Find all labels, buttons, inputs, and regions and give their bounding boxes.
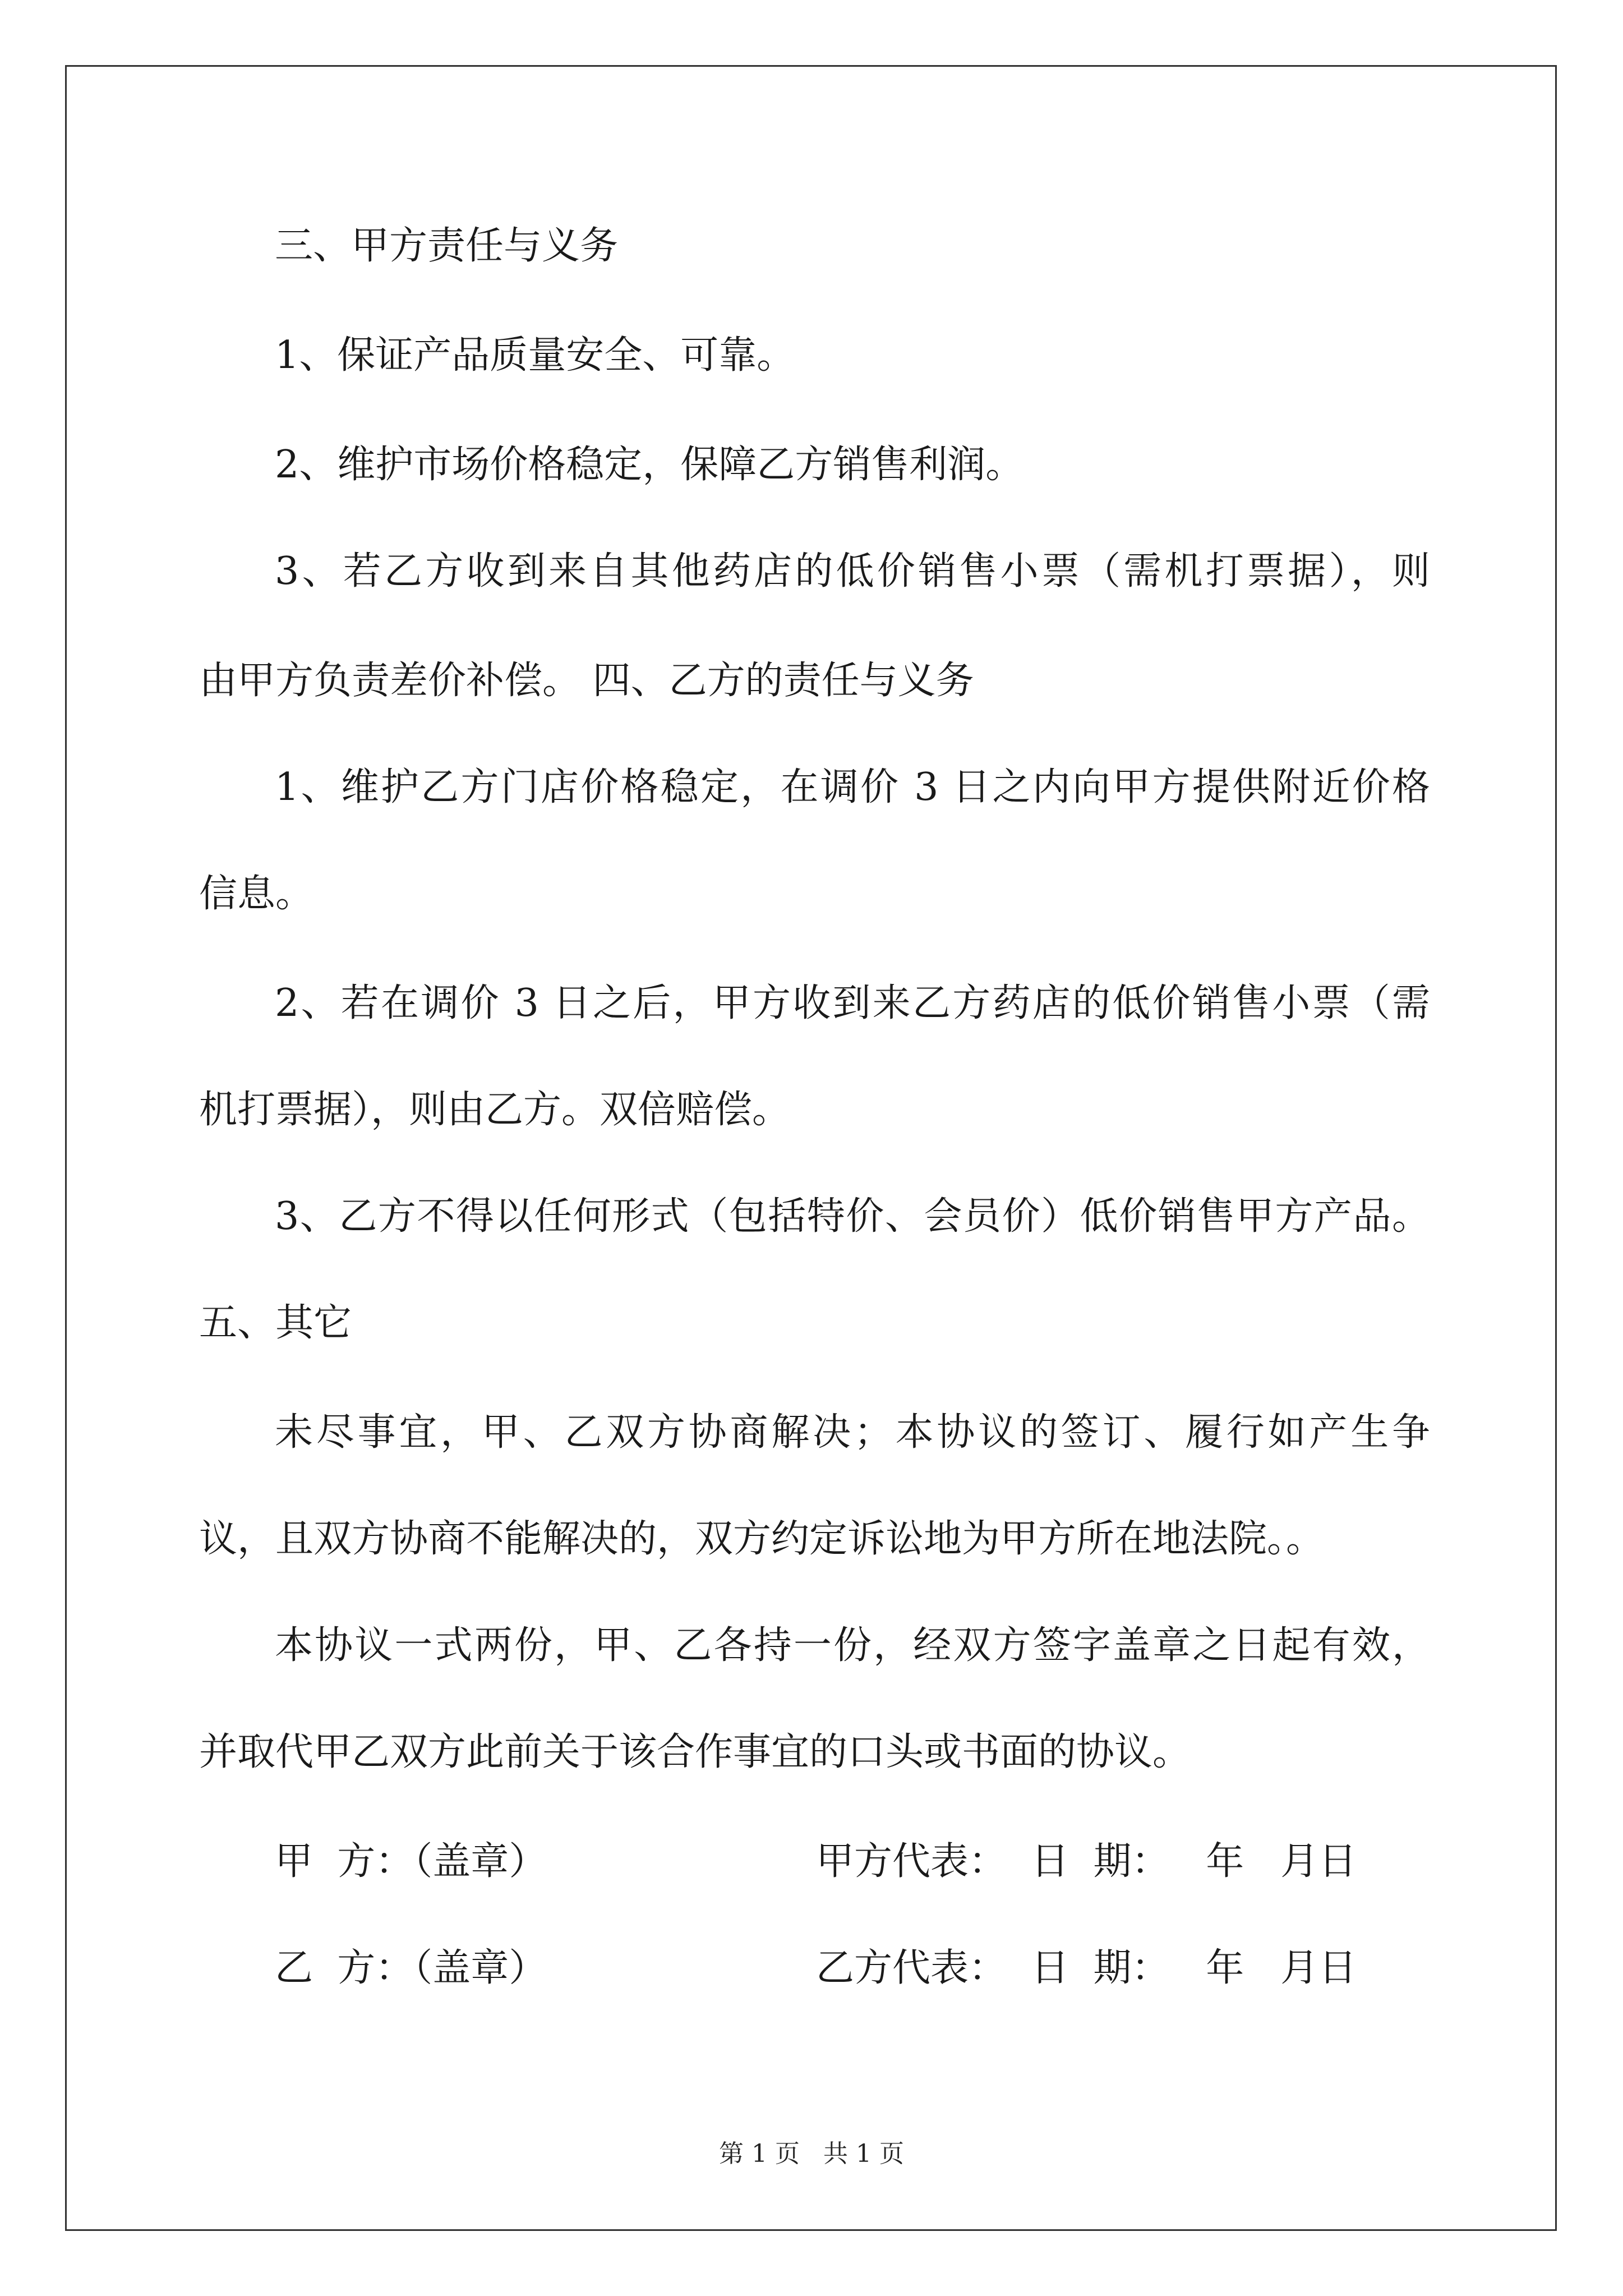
paragraph-line: 议，且双方协商不能解决的，双方约定诉讼地为甲方所在地法院。。 [199, 1517, 1325, 1561]
party-a-representative [816, 1839, 1357, 1884]
paragraph-line: 并取代甲乙双方此前关于该合作事宜的口头或书面的协议。 [199, 1730, 1191, 1774]
party-b-representative [816, 1946, 1357, 1990]
party-b-seal-text: 乙 方：（盖章） [275, 1946, 547, 1990]
paragraph-line: 2、维护市场价格稳定，保障乙方销售利润。 [275, 443, 1024, 487]
party-a-seal-text: 甲 方：（盖章） [275, 1839, 547, 1884]
section-heading-5: 五、其它 [199, 1301, 352, 1345]
paragraph-line: 3、乙方不得以任何形式（包括特价、会员价）低价销售甲方产品。 [275, 1194, 1430, 1239]
party-b-seal [275, 1946, 547, 1990]
paragraph-line: 1、维护乙方门店价格稳定，在调价 3 日之内向甲方提供附近价格 [275, 765, 1430, 809]
page-number: 第 1 页 共 1 页 [719, 2139, 904, 2168]
paragraph-line: 1、保证产品质量安全、可靠。 [275, 333, 795, 378]
paragraph-line: 本协议一式两份，甲、乙各持一份，经双方签字盖章之日起有效， [275, 1623, 1430, 1668]
section-heading-3: 三、甲方责任与义务 [275, 224, 619, 268]
paragraph-line: 机打票据），则由乙方。双倍赔偿。 [199, 1088, 791, 1132]
page-footer [0, 2139, 1623, 2168]
party-a-representative-text: 甲方代表： 日 期： 年 月日 [816, 1839, 1357, 1884]
page-border [65, 65, 1557, 2231]
paragraph-line: 2、若在调价 3 日之后，甲方收到来乙方药店的低价销售小票（需 [275, 981, 1430, 1025]
party-a-seal [275, 1839, 547, 1884]
paragraph-line: 信息。 [199, 872, 314, 916]
paragraph-line: 3、若乙方收到来自其他药店的低价销售小票（需机打票据），则 [275, 549, 1430, 593]
paragraph-line: 未尽事宜，甲、乙双方协商解决；本协议的签订、履行如产生争 [275, 1410, 1430, 1455]
paragraph-line: 由甲方负责差价补偿。 四、乙方的责任与义务 [199, 659, 974, 703]
party-b-representative-text: 乙方代表： 日 期： 年 月日 [816, 1946, 1357, 1990]
